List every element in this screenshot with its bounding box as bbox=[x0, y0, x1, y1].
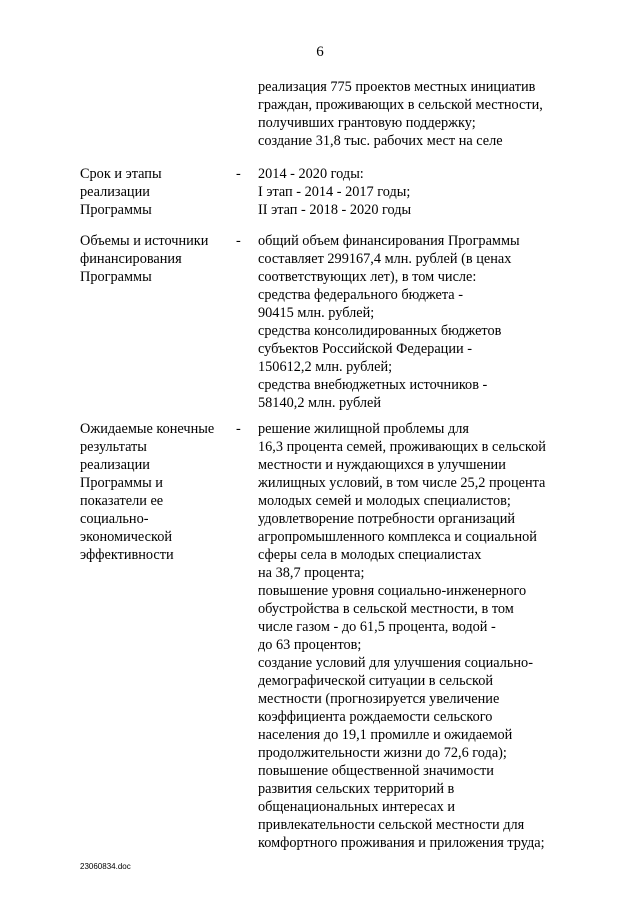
text-line: повышение уровня социально-инженерного bbox=[258, 583, 527, 599]
text-line: II этап - 2018 - 2020 годы bbox=[258, 202, 412, 218]
text-line: решение жилищной проблемы для bbox=[258, 421, 469, 437]
row-label-results: Ожидаемые конечные результаты реализации Программы и показатели ее социально- экономической эффективности bbox=[80, 421, 215, 563]
row-label-timing: Срок и этапы реализации Программы bbox=[80, 166, 162, 218]
text-line: на 38,7 процента; bbox=[258, 565, 365, 581]
text-line: обустройства в сельской местности, в том bbox=[258, 601, 514, 617]
text-line: 90415 млн. рублей; bbox=[258, 305, 375, 321]
row-dash: - bbox=[236, 233, 241, 249]
row-value-results bbox=[258, 420, 598, 852]
text-line: числе газом - до 61,5 процента, водой - bbox=[258, 619, 496, 635]
text-line: молодых семей и молодых специалистов; bbox=[258, 493, 511, 509]
text-line: 58140,2 млн. рублей bbox=[258, 395, 381, 411]
text-line: 150612,2 млн. рублей; bbox=[258, 359, 393, 375]
text-line: составляет 299167,4 млн. рублей (в ценах bbox=[258, 251, 512, 267]
text-line: жилищных условий, в том числе 25,2 процента bbox=[258, 475, 546, 491]
row-value-timing bbox=[258, 165, 598, 219]
text-line: средства внебюджетных источников - bbox=[258, 377, 488, 393]
text-line: создание условий для улучшения социально- bbox=[258, 655, 533, 671]
file-name-footer: 23060834.doc bbox=[80, 862, 131, 871]
row-value-financing bbox=[258, 232, 598, 412]
text-line: до 63 процентов; bbox=[258, 637, 362, 653]
row-dash: - bbox=[236, 421, 241, 437]
text-line: 2014 - 2020 годы: bbox=[258, 166, 364, 182]
text-line: коэффициента рождаемости сельского bbox=[258, 709, 493, 725]
text-line: местности и нуждающихся в улучшении bbox=[258, 457, 506, 473]
text-line: средства консолидированных бюджетов bbox=[258, 323, 502, 339]
text-line: населения до 19,1 промилле и ожидаемой bbox=[258, 727, 513, 743]
page-number: 6 bbox=[316, 44, 324, 60]
text-line: общенациональных интересах и bbox=[258, 799, 455, 815]
continued-value-text bbox=[258, 78, 598, 150]
text-line: соответствующих лет), в том числе: bbox=[258, 269, 477, 285]
text-line: 16,3 процента семей, проживающих в сельской bbox=[258, 439, 546, 455]
row-dash: - bbox=[236, 166, 241, 182]
text-line: граждан, проживающих в сельской местности, bbox=[258, 97, 543, 113]
text-line: повышение общественной значимости bbox=[258, 763, 494, 779]
text-line: удовлетворение потребности организаций bbox=[258, 511, 516, 527]
text-line: сферы села в молодых специалистах bbox=[258, 547, 482, 563]
text-line: агропромышленного комплекса и социальной bbox=[258, 529, 537, 545]
text-line: общий объем финансирования Программы bbox=[258, 233, 520, 249]
text-line: привлекательности сельской местности для bbox=[258, 817, 525, 833]
text-line: субъектов Российской Федерации - bbox=[258, 341, 472, 357]
text-line: местности (прогнозируется увеличение bbox=[258, 691, 500, 707]
text-line: продолжительности жизни до 72,6 года); bbox=[258, 745, 507, 761]
text-line: средства федерального бюджета - bbox=[258, 287, 463, 303]
row-label-financing: Объемы и источники финансирования Программы bbox=[80, 233, 209, 285]
text-line: создание 31,8 тыс. рабочих мест на селе bbox=[258, 133, 503, 149]
text-line: развития сельских территорий в bbox=[258, 781, 455, 797]
text-line: получивших грантовую поддержку; bbox=[258, 115, 476, 131]
text-line: комфортного проживания и приложения труда; bbox=[258, 835, 545, 851]
text-line: I этап - 2014 - 2017 годы; bbox=[258, 184, 411, 200]
text-line: реализация 775 проектов местных инициатив bbox=[258, 79, 536, 95]
text-line: демографической ситуации в сельской bbox=[258, 673, 494, 689]
